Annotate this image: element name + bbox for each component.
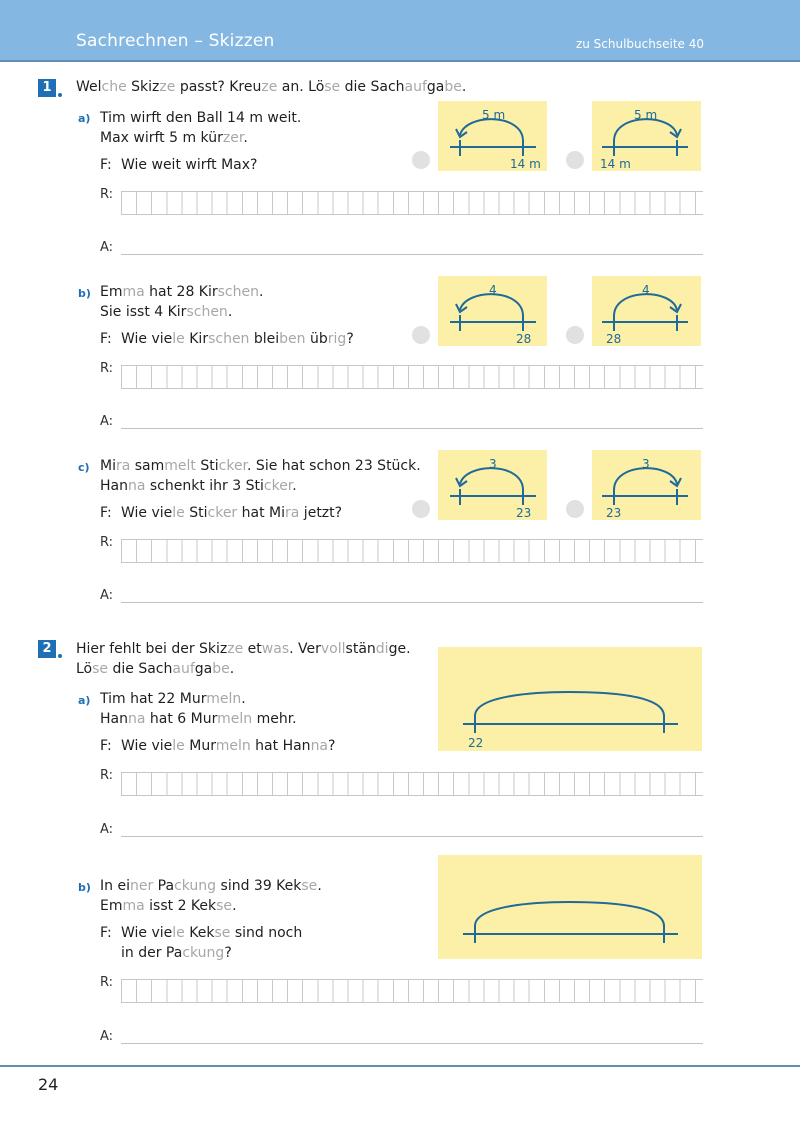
page-header bbox=[0, 0, 800, 62]
task-1a-label: a) bbox=[78, 112, 91, 125]
task-2b-question-line-2: in der Packung? bbox=[121, 945, 232, 961]
task-2a-answer-line[interactable] bbox=[121, 836, 703, 837]
incomplete-number-line bbox=[438, 855, 702, 959]
number-line-forward-jump bbox=[592, 276, 701, 346]
task-2a-sketch[interactable] bbox=[438, 647, 702, 751]
task-1c-answer-label: A: bbox=[100, 588, 114, 603]
task-1b-calculation-label: R: bbox=[100, 361, 114, 376]
footer-divider bbox=[0, 1065, 800, 1067]
task-2a-label: a) bbox=[78, 694, 91, 707]
task-2-instruction-line-1: Hier fehlt bei der Skizze etwas. Vervollständige. bbox=[76, 641, 411, 657]
task-1a-answer-line[interactable] bbox=[121, 254, 703, 255]
task-2b-calculation-label: R: bbox=[100, 975, 114, 990]
task-1b-calculation-grid[interactable] bbox=[121, 365, 703, 389]
task-1b-option-1-radio[interactable] bbox=[412, 326, 430, 344]
task-1b-line-1: Emma hat 28 Kirschen. bbox=[100, 284, 264, 300]
number-line-backward-jump bbox=[438, 450, 547, 520]
task-1b-sketch-1 bbox=[438, 276, 547, 346]
task-1a-line-1: Tim wirft den Ball 14 m weit. bbox=[100, 110, 302, 126]
task-1b-question: Wie viele Kirschen bleiben übrig? bbox=[121, 331, 354, 347]
task-2a-question: Wie viele Murmeln hat Hanna? bbox=[121, 738, 336, 754]
task-1c-line-1: Mira sammelt Sticker. Sie hat schon 23 Stück. bbox=[100, 458, 421, 474]
task-1c-option-2-radio[interactable] bbox=[566, 500, 584, 518]
task-2a-calculation-label: R: bbox=[100, 768, 114, 783]
svg-text:3: 3 bbox=[489, 457, 497, 471]
task-2b-answer-label: A: bbox=[100, 1029, 114, 1044]
page-number: 24 bbox=[38, 1075, 59, 1094]
task-1a-calculation-grid[interactable] bbox=[121, 191, 703, 215]
task-1c-question-prefix: F: bbox=[100, 505, 112, 521]
task-2b-question-line-1: Wie viele Kekse sind noch bbox=[121, 925, 303, 941]
task-2a-answer-label: A: bbox=[100, 822, 114, 837]
task-2b-line-2: Emma isst 2 Kekse. bbox=[100, 898, 237, 914]
svg-text:14 m: 14 m bbox=[510, 157, 541, 171]
task-1c-calculation-label: R: bbox=[100, 535, 114, 550]
task-1c-sketch-2 bbox=[592, 450, 701, 520]
task-1a-line-2: Max wirft 5 m kürzer. bbox=[100, 130, 248, 146]
svg-text:22: 22 bbox=[468, 736, 484, 750]
task-2b-sketch[interactable] bbox=[438, 855, 702, 959]
task-1-instruction: Welche Skizze passt? Kreuze an. Löse die Sachaufgabe. bbox=[76, 79, 467, 95]
svg-text:28: 28 bbox=[516, 332, 532, 346]
task-1c-option-1-radio[interactable] bbox=[412, 500, 430, 518]
task-1c-question: Wie viele Sticker hat Mira jetzt? bbox=[121, 505, 343, 521]
svg-text:23: 23 bbox=[606, 506, 622, 520]
task-1a-question-prefix: F: bbox=[100, 157, 112, 173]
task-2b-calculation-grid[interactable] bbox=[121, 979, 703, 1003]
number-line-forward-jump bbox=[592, 101, 701, 171]
number-line-forward-jump bbox=[592, 450, 701, 520]
task-1c-label: c) bbox=[78, 461, 90, 474]
task-2b-answer-line[interactable] bbox=[121, 1043, 703, 1044]
page-title: Sachrechnen – Skizzen bbox=[76, 31, 275, 51]
svg-text:4: 4 bbox=[642, 283, 650, 297]
task-2b-label: b) bbox=[78, 881, 91, 894]
task-2-number: 2 bbox=[38, 640, 56, 658]
task-1a-sketch-2 bbox=[592, 101, 701, 171]
task-1a-answer-label: A: bbox=[100, 240, 114, 255]
task-2b-line-1: In einer Packung sind 39 Kekse. bbox=[100, 878, 322, 894]
task-1b-question-prefix: F: bbox=[100, 331, 112, 347]
svg-text:4: 4 bbox=[489, 283, 497, 297]
task-1c-line-2: Hanna schenkt ihr 3 Sticker. bbox=[100, 478, 297, 494]
task-2b-question-prefix: F: bbox=[100, 925, 112, 941]
task-1b-option-2-radio[interactable] bbox=[566, 326, 584, 344]
svg-text:5 m: 5 m bbox=[482, 108, 506, 122]
incomplete-number-line bbox=[438, 647, 702, 751]
svg-text:14 m: 14 m bbox=[600, 157, 631, 171]
task-1c-calculation-grid[interactable] bbox=[121, 539, 703, 563]
task-1-number: 1 bbox=[38, 79, 56, 97]
task-1c-sketch-1 bbox=[438, 450, 547, 520]
task-1-dot bbox=[58, 93, 62, 97]
number-line-backward-jump bbox=[438, 101, 547, 171]
svg-text:23: 23 bbox=[516, 506, 532, 520]
task-2-instruction-line-2: Löse die Sachaufgabe. bbox=[76, 661, 235, 677]
textbook-reference: zu Schulbuchseite 40 bbox=[575, 37, 704, 51]
svg-text:5 m: 5 m bbox=[634, 108, 658, 122]
task-1b-answer-label: A: bbox=[100, 414, 114, 429]
task-1a-option-2-radio[interactable] bbox=[566, 151, 584, 169]
task-1a-question: Wie weit wirft Max? bbox=[121, 157, 258, 173]
task-2a-line-2: Hanna hat 6 Murmeln mehr. bbox=[100, 711, 297, 727]
svg-text:3: 3 bbox=[642, 457, 650, 471]
task-1b-label: b) bbox=[78, 287, 91, 300]
task-1a-option-1-radio[interactable] bbox=[412, 151, 430, 169]
task-1a-calculation-label: R: bbox=[100, 187, 114, 202]
task-1b-sketch-2 bbox=[592, 276, 701, 346]
task-1c-answer-line[interactable] bbox=[121, 602, 703, 603]
task-1a-sketch-1 bbox=[438, 101, 547, 171]
task-2a-question-prefix: F: bbox=[100, 738, 112, 754]
svg-text:28: 28 bbox=[606, 332, 622, 346]
number-line-backward-jump bbox=[438, 276, 547, 346]
task-1b-answer-line[interactable] bbox=[121, 428, 703, 429]
task-2a-line-1: Tim hat 22 Murmeln. bbox=[100, 691, 246, 707]
task-2a-calculation-grid[interactable] bbox=[121, 772, 703, 796]
task-1b-line-2: Sie isst 4 Kirschen. bbox=[100, 304, 233, 320]
task-2-dot bbox=[58, 654, 62, 658]
